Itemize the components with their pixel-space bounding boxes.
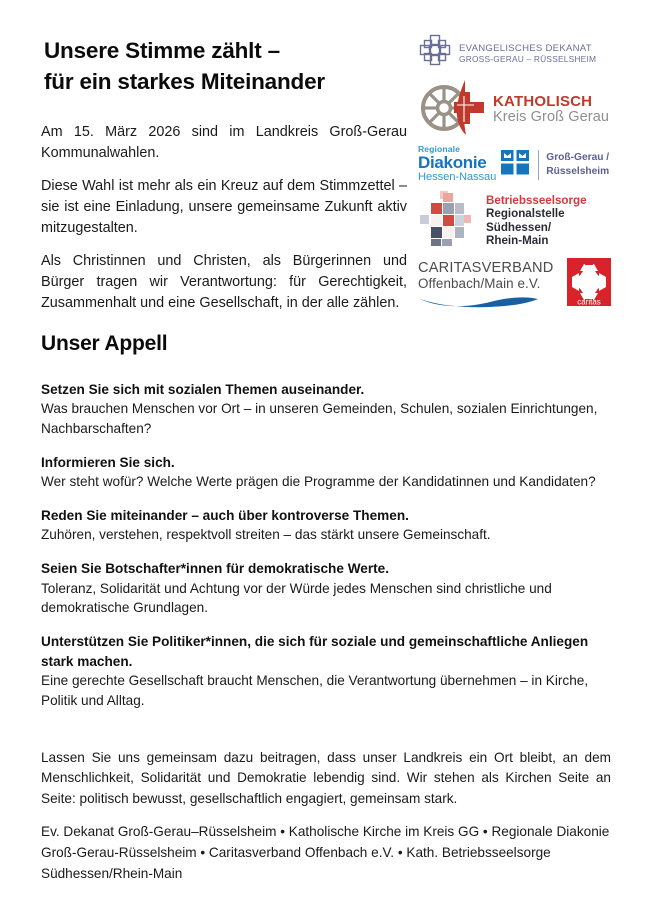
appell-item: [41, 632, 611, 710]
diakonie-region: Hessen-Nassau: [418, 171, 497, 184]
diakonie-regionale-label: Regionale: [418, 144, 460, 154]
appell-item-heading: Seien Sie Botschafter*innen für demokratische Werte.: [41, 561, 390, 577]
evangelisches-dekanat-text: [459, 43, 596, 65]
diakonie-region-line-1: Groß-Gerau /: [546, 152, 610, 164]
appell-item-heading: Reden Sie miteinander – auch über kontroverse Themen.: [41, 508, 409, 524]
appell-item: [41, 506, 611, 545]
appell-item-body: Wer steht wofür? Welche Werte prägen die Programme der Kandidatinnen und Kandidaten?: [41, 474, 596, 490]
page-title: [44, 36, 404, 97]
appell-item-heading: Setzen Sie sich mit sozialen Themen auseinander.: [41, 382, 365, 397]
caritas-flame-cross-icon: [567, 258, 611, 311]
caritasverband-line-1: CARITASVERBAND: [418, 260, 554, 277]
appell-item-heading: Informieren Sie sich.: [41, 454, 175, 470]
betriebsseelsorge-line-4: Rhein-Main: [486, 234, 549, 248]
betriebsseelsorge-line-2: Regionalstelle: [486, 207, 565, 221]
header-section: [0, 0, 650, 340]
betriebsseelsorge-text: [486, 194, 587, 248]
diakonie-wordmark: [418, 145, 496, 184]
appell-item-body: Toleranz, Solidarität und Achtung vor der Würde jedes Menschen sind christliche und demokratische Grundlagen.: [41, 580, 552, 616]
betriebsseelsorge-line-3: Südhessen/: [486, 220, 552, 234]
appell-list: [41, 380, 611, 725]
appell-item-body: Eine gerechte Gesellschaft braucht Menschen, die Verantwortung übernehmen – in Kirche, Politik und Alltag.: [41, 672, 589, 708]
wheel-and-cross-icon: [420, 78, 486, 141]
mosaic-cross-icon: [418, 189, 480, 252]
evangelisches-dekanat-line-1: EVANGELISCHES DEKANAT: [459, 42, 592, 54]
intro-paragraphs: [41, 122, 407, 314]
logo-betriebsseelsorge: [418, 189, 630, 252]
appell-item-heading: Unterstützen Sie Politiker*innen, die sich für soziale und gemeinschaftliche Anliegen stark machen.: [41, 634, 589, 669]
logo-regionale-diakonie: [418, 145, 630, 184]
intro-paragraph: Am 15. März 2026 sind im Landkreis Groß-Gerau Kommunalwahlen.: [41, 124, 407, 162]
caritas-mark-label: caritas: [576, 297, 601, 307]
appell-title: Unser Appell: [41, 332, 168, 355]
betriebsseelsorge-line-1: Betriebsseelsorge: [486, 193, 587, 207]
appell-item-body: Was brauchen Menschen vor Ort – in unseren Gemeinden, Schulen, sozialen Einrichtungen, Nachbarschaften?: [41, 401, 598, 437]
evangelisches-dekanat-line-2: GROSS-GERAU – RÜSSELSHEIM: [459, 54, 597, 65]
evangelical-cross-icon: [418, 34, 452, 73]
page-title-line-2: für ein starkes Miteinander: [44, 68, 325, 94]
diakonie-crown-icon: [500, 149, 530, 181]
caritasverband-line-2: Offenbach/Main e.V.: [418, 276, 541, 292]
partner-logos: [418, 34, 630, 311]
katholisch-line-2: Kreis Groß Gerau: [493, 108, 610, 125]
logo-caritasverband: [418, 258, 630, 311]
intro-paragraph: Diese Wahl ist mehr als ein Kreuz auf dem Stimmzettel – sie ist eine Einladung, unsere gemeinsame Zukunft aktiv mitzugestalten.: [41, 178, 407, 237]
closing-paragraph: Lassen Sie uns gemeinsam dazu beitragen, dass unser Landkreis ein Ort bleibt, an dem Menschlichkeit, Solidarität und Demokratie lebendig sind. Wir stehen als Kirchen Seite an Seite: politisch bewusst, gesellschaftlich engagiert, gemeinsam stark.: [41, 750, 611, 806]
appell-item: [41, 559, 611, 618]
diakonie-region-line-2: Rüsselsheim: [546, 165, 610, 177]
diakonie-divider: [538, 150, 539, 180]
organization-credits: Ev. Dekanat Groß-Gerau–Rüsselsheim • Katholische Kirche im Kreis GG • Regionale Diakonie Groß-Gerau-Rüsselsheim • Caritasverband Offenbach e.V. • Kath. Betriebsseelsorge Südhessen/Rhein-Main: [41, 824, 610, 881]
caritas-wave-icon: [418, 293, 554, 309]
logo-evangelisches-dekanat: [418, 34, 630, 73]
logo-katholisch-kreis-gross-gerau: [420, 78, 630, 141]
caritasverband-text: [418, 260, 554, 309]
appell-item: [41, 453, 611, 492]
appell-item-body: Zuhören, verstehen, respektvoll streiten – das stärkt unsere Gemeinschaft.: [41, 527, 491, 543]
katholisch-text: [493, 94, 609, 125]
appell-item: [41, 380, 611, 439]
katholisch-line-1: KATHOLISCH: [493, 93, 593, 111]
page-title-line-1: Unsere Stimme zählt –: [44, 38, 280, 63]
intro-paragraph: Als Christinnen und Christen, als Bürgerinnen und Bürger tragen wir Verantwortung: für Gerechtigkeit, Zusammenhalt und eine Gesellschaft, in der alle zählen.: [41, 253, 407, 312]
diakonie-name: Diakonie: [418, 152, 487, 172]
diakonie-region-suffix: [546, 151, 609, 178]
